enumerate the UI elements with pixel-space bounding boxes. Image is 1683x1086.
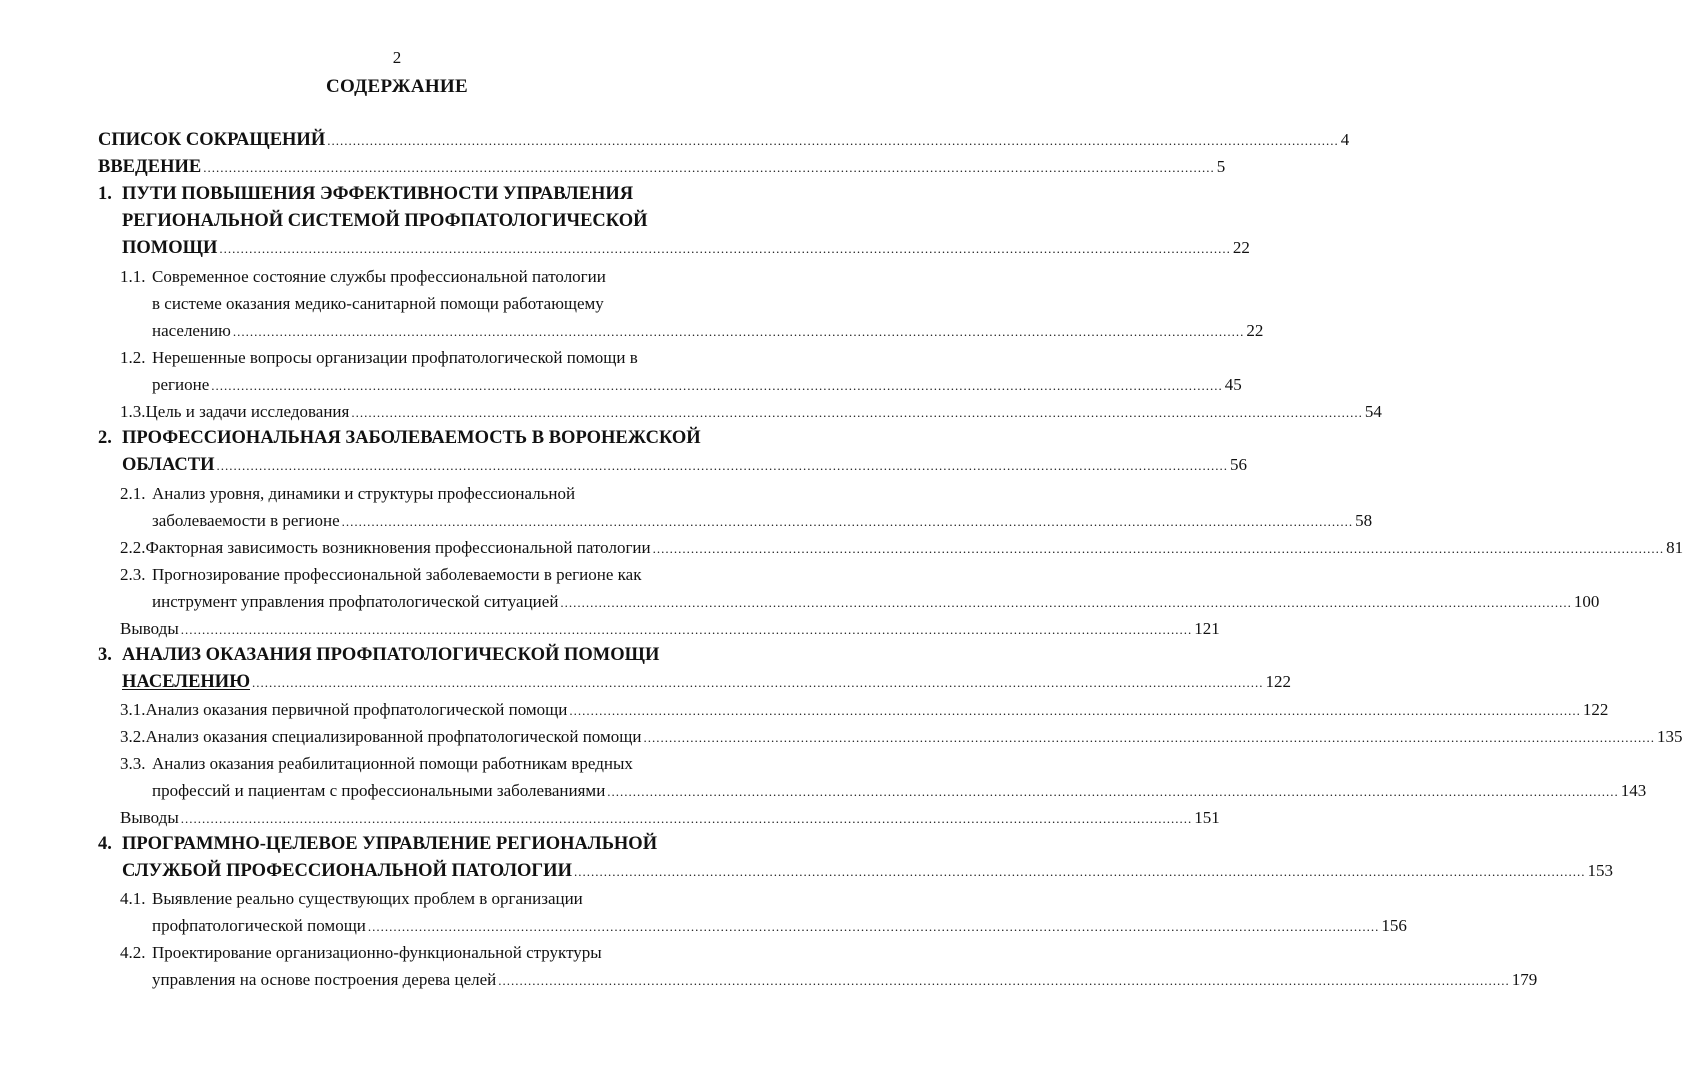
dot-leader: ..............................................................................................................................................................................................................................................	[327, 133, 1339, 148]
chapter-title-line: ПУТИ ПОВЫШЕНИЯ ЭФФЕКТИВНОСТИ УПРАВЛЕНИЯ	[122, 184, 634, 204]
section-number: 2.3.	[120, 565, 146, 584]
toc-section-2-2[interactable]	[120, 538, 1683, 558]
toc-section-1-1-line3[interactable]	[152, 321, 1264, 341]
toc-page-number: 81	[1666, 538, 1683, 557]
section-title-line: Анализ оказания реабилитационной помощи работникам вредных	[152, 754, 633, 773]
section-number: 2.2.	[120, 538, 146, 557]
toc-section-1-3[interactable]	[120, 402, 1382, 422]
section-number: 2.1.	[120, 484, 146, 503]
toc-chapter-3-line2[interactable]	[122, 672, 1292, 693]
toc-entry-abbreviations[interactable]	[98, 130, 1350, 151]
page-title: СОДЕРЖАНИЕ	[326, 76, 468, 97]
section-title-line: профпатологической помощи	[152, 916, 366, 935]
dot-leader: ..............................................................................................................................................................................................................................................	[351, 405, 1363, 420]
chapter-title-line: ПРОГРАММНО-ЦЕЛЕВОЕ УПРАВЛЕНИЕ РЕГИОНАЛЬНОЙ	[122, 834, 658, 854]
toc-entry-title: Выводы	[120, 808, 179, 827]
section-title-line: Анализ оказания первичной профпатологической помощи	[145, 700, 568, 719]
toc-section-4-2-line2[interactable]	[152, 970, 1538, 990]
dot-leader: ..............................................................................................................................................................................................................................................	[211, 378, 1223, 393]
section-title-line: Современное состояние службы профессиональной патологии	[152, 267, 606, 286]
toc-section-2-1-line1[interactable]	[120, 484, 575, 504]
chapter-title-line: ПРОФЕССИОНАЛЬНАЯ ЗАБОЛЕВАЕМОСТЬ В ВОРОНЕЖСКОЙ	[122, 428, 701, 448]
chapter-title-line: ПОМОЩИ	[122, 238, 218, 258]
section-number: 3.1.	[120, 700, 146, 719]
toc-section-2-1-line2[interactable]	[152, 511, 1373, 531]
dot-leader: ..............................................................................................................................................................................................................................................	[367, 919, 1380, 934]
toc-page-number: 121	[1194, 619, 1220, 638]
section-title-line: инструмент управления профпатологической ситуацией	[152, 592, 559, 611]
toc-page-number: 100	[1573, 592, 1600, 611]
dot-leader: ..............................................................................................................................................................................................................................................	[652, 541, 1665, 556]
section-title-line: Анализ оказания специализированной профпатологической помощи	[145, 727, 642, 746]
toc-section-1-1-line1[interactable]	[120, 267, 606, 287]
toc-section-4-1-line1[interactable]	[120, 889, 583, 909]
toc-section-3-3-line1[interactable]	[120, 754, 633, 774]
section-title-line: Проектирование организационно-функциональной структуры	[152, 943, 602, 962]
section-number: 1.1.	[120, 267, 146, 286]
toc-section-2-3-line1[interactable]	[120, 565, 641, 585]
chapter-number: 2.	[98, 428, 112, 448]
toc-section-1-1-line2: в системе оказания медико-санитарной помощи работающему	[152, 294, 604, 313]
chapter-title-line: СЛУЖБОЙ ПРОФЕССИОНАЛЬНОЙ ПАТОЛОГИИ	[122, 861, 572, 881]
dot-leader: ..............................................................................................................................................................................................................................................	[341, 514, 1354, 529]
section-title-line: Анализ уровня, динамики и структуры профессиональной	[152, 484, 576, 503]
section-title-line: управления на основе построения дерева целей	[152, 970, 497, 989]
toc-section-4-2-line1[interactable]	[120, 943, 602, 963]
toc-section-4-1-line2[interactable]	[152, 916, 1407, 936]
dot-leader: ..............................................................................................................................................................................................................................................	[560, 595, 1572, 610]
chapter-title-line: ОБЛАСТИ	[122, 455, 215, 475]
section-number: 4.2.	[120, 943, 146, 962]
toc-page-number: 153	[1587, 861, 1613, 880]
toc-chapter-3-line1[interactable]	[98, 645, 659, 666]
dot-leader: ..............................................................................................................................................................................................................................................	[180, 811, 1193, 826]
dot-leader: ..............................................................................................................................................................................................................................................	[498, 973, 1510, 988]
toc-conclusions-chapter-2[interactable]	[120, 619, 1220, 639]
toc-section-3-3-line2[interactable]	[152, 781, 1647, 801]
toc-page-number: 122	[1265, 672, 1292, 691]
section-number: 1.2.	[120, 348, 146, 367]
section-title-line: населению	[152, 321, 231, 340]
dot-leader: ..............................................................................................................................................................................................................................................	[180, 622, 1193, 637]
page-number: 2	[392, 48, 402, 67]
section-number: 1.3.	[120, 402, 146, 421]
chapter-number: 4.	[98, 834, 112, 854]
toc-section-1-2-line1[interactable]	[120, 348, 638, 368]
section-title-line: заболеваемости в регионе	[152, 511, 340, 530]
toc-page-number: 22	[1232, 238, 1250, 257]
toc-chapter-1-line3[interactable]	[122, 238, 1250, 259]
chapter-number: 3.	[98, 645, 112, 665]
toc-page-number: 151	[1194, 808, 1220, 827]
toc-chapter-4-line1[interactable]	[98, 834, 657, 855]
section-title-line: Выявление реально существующих проблем в организации	[152, 889, 583, 908]
dot-leader: ..............................................................................................................................................................................................................................................	[203, 160, 1215, 175]
dot-leader: ..............................................................................................................................................................................................................................................	[252, 675, 1264, 690]
chapter-title-line: НАСЕЛЕНИЮ	[122, 672, 251, 692]
section-title-line: Прогнозирование профессиональной заболеваемости в регионе как	[152, 565, 642, 584]
toc-entry-title: ВВЕДЕНИЕ	[98, 157, 202, 177]
toc-section-2-3-line2[interactable]	[152, 592, 1600, 612]
toc-page-number: 5	[1216, 157, 1226, 176]
toc-chapter-1-line1[interactable]	[98, 184, 633, 205]
toc-conclusions-chapter-3[interactable]	[120, 808, 1220, 828]
section-number: 3.2.	[120, 727, 146, 746]
section-number: 3.3.	[120, 754, 146, 773]
dot-leader: ..............................................................................................................................................................................................................................................	[216, 458, 1228, 473]
toc-page-number: 135	[1656, 727, 1683, 746]
toc-section-1-2-line2[interactable]	[152, 375, 1242, 395]
chapter-title-line: АНАЛИЗ ОКАЗАНИЯ ПРОФПАТОЛОГИЧЕСКОЙ ПОМОЩИ	[122, 645, 660, 665]
toc-page-number: 56	[1229, 455, 1247, 474]
toc-page-number: 54	[1364, 402, 1382, 421]
toc-page-number: 22	[1246, 321, 1264, 340]
toc-page-number: 179	[1511, 970, 1538, 989]
dot-leader: ..............................................................................................................................................................................................................................................	[607, 784, 1619, 799]
toc-section-3-1[interactable]	[120, 700, 1609, 720]
section-title-line: Цель и задачи исследования	[145, 402, 350, 421]
toc-page-number: 45	[1224, 375, 1242, 394]
toc-page-number: 4	[1340, 130, 1350, 149]
section-title-line: Нерешенные вопросы организации профпатологической помощи в	[152, 348, 638, 367]
toc-chapter-2-line1[interactable]	[98, 428, 701, 449]
toc-section-3-2[interactable]	[120, 727, 1683, 747]
section-number: 4.1.	[120, 889, 146, 908]
toc-chapter-2-line2[interactable]	[122, 455, 1247, 476]
section-title-line: регионе	[152, 375, 210, 394]
toc-chapter-4-line2[interactable]	[122, 861, 1613, 882]
toc-page-number: 58	[1355, 511, 1373, 530]
toc-page-number: 156	[1381, 916, 1407, 935]
dot-leader: ..............................................................................................................................................................................................................................................	[643, 730, 1655, 745]
section-title-line: Факторная зависимость возникновения профессиональной патологии	[145, 538, 651, 557]
toc-entry-introduction[interactable]	[98, 157, 1226, 178]
dot-leader: ..............................................................................................................................................................................................................................................	[232, 324, 1245, 339]
toc-page-number: 143	[1620, 781, 1647, 800]
dot-leader: ..............................................................................................................................................................................................................................................	[219, 241, 1231, 256]
chapter-number: 1.	[98, 184, 112, 204]
toc-entry-title: СПИСОК СОКРАЩЕНИЙ	[98, 130, 326, 150]
toc-chapter-1-line2: РЕГИОНАЛЬНОЙ СИСТЕМОЙ ПРОФПАТОЛОГИЧЕСКОЙ	[122, 211, 648, 231]
toc-entry-title: Выводы	[120, 619, 179, 638]
dot-leader: ..............................................................................................................................................................................................................................................	[573, 864, 1586, 879]
toc-page-number: 122	[1582, 700, 1609, 719]
section-title-line: профессий и пациентам с профессиональными заболеваниями	[152, 781, 606, 800]
dot-leader: ..............................................................................................................................................................................................................................................	[569, 703, 1581, 718]
